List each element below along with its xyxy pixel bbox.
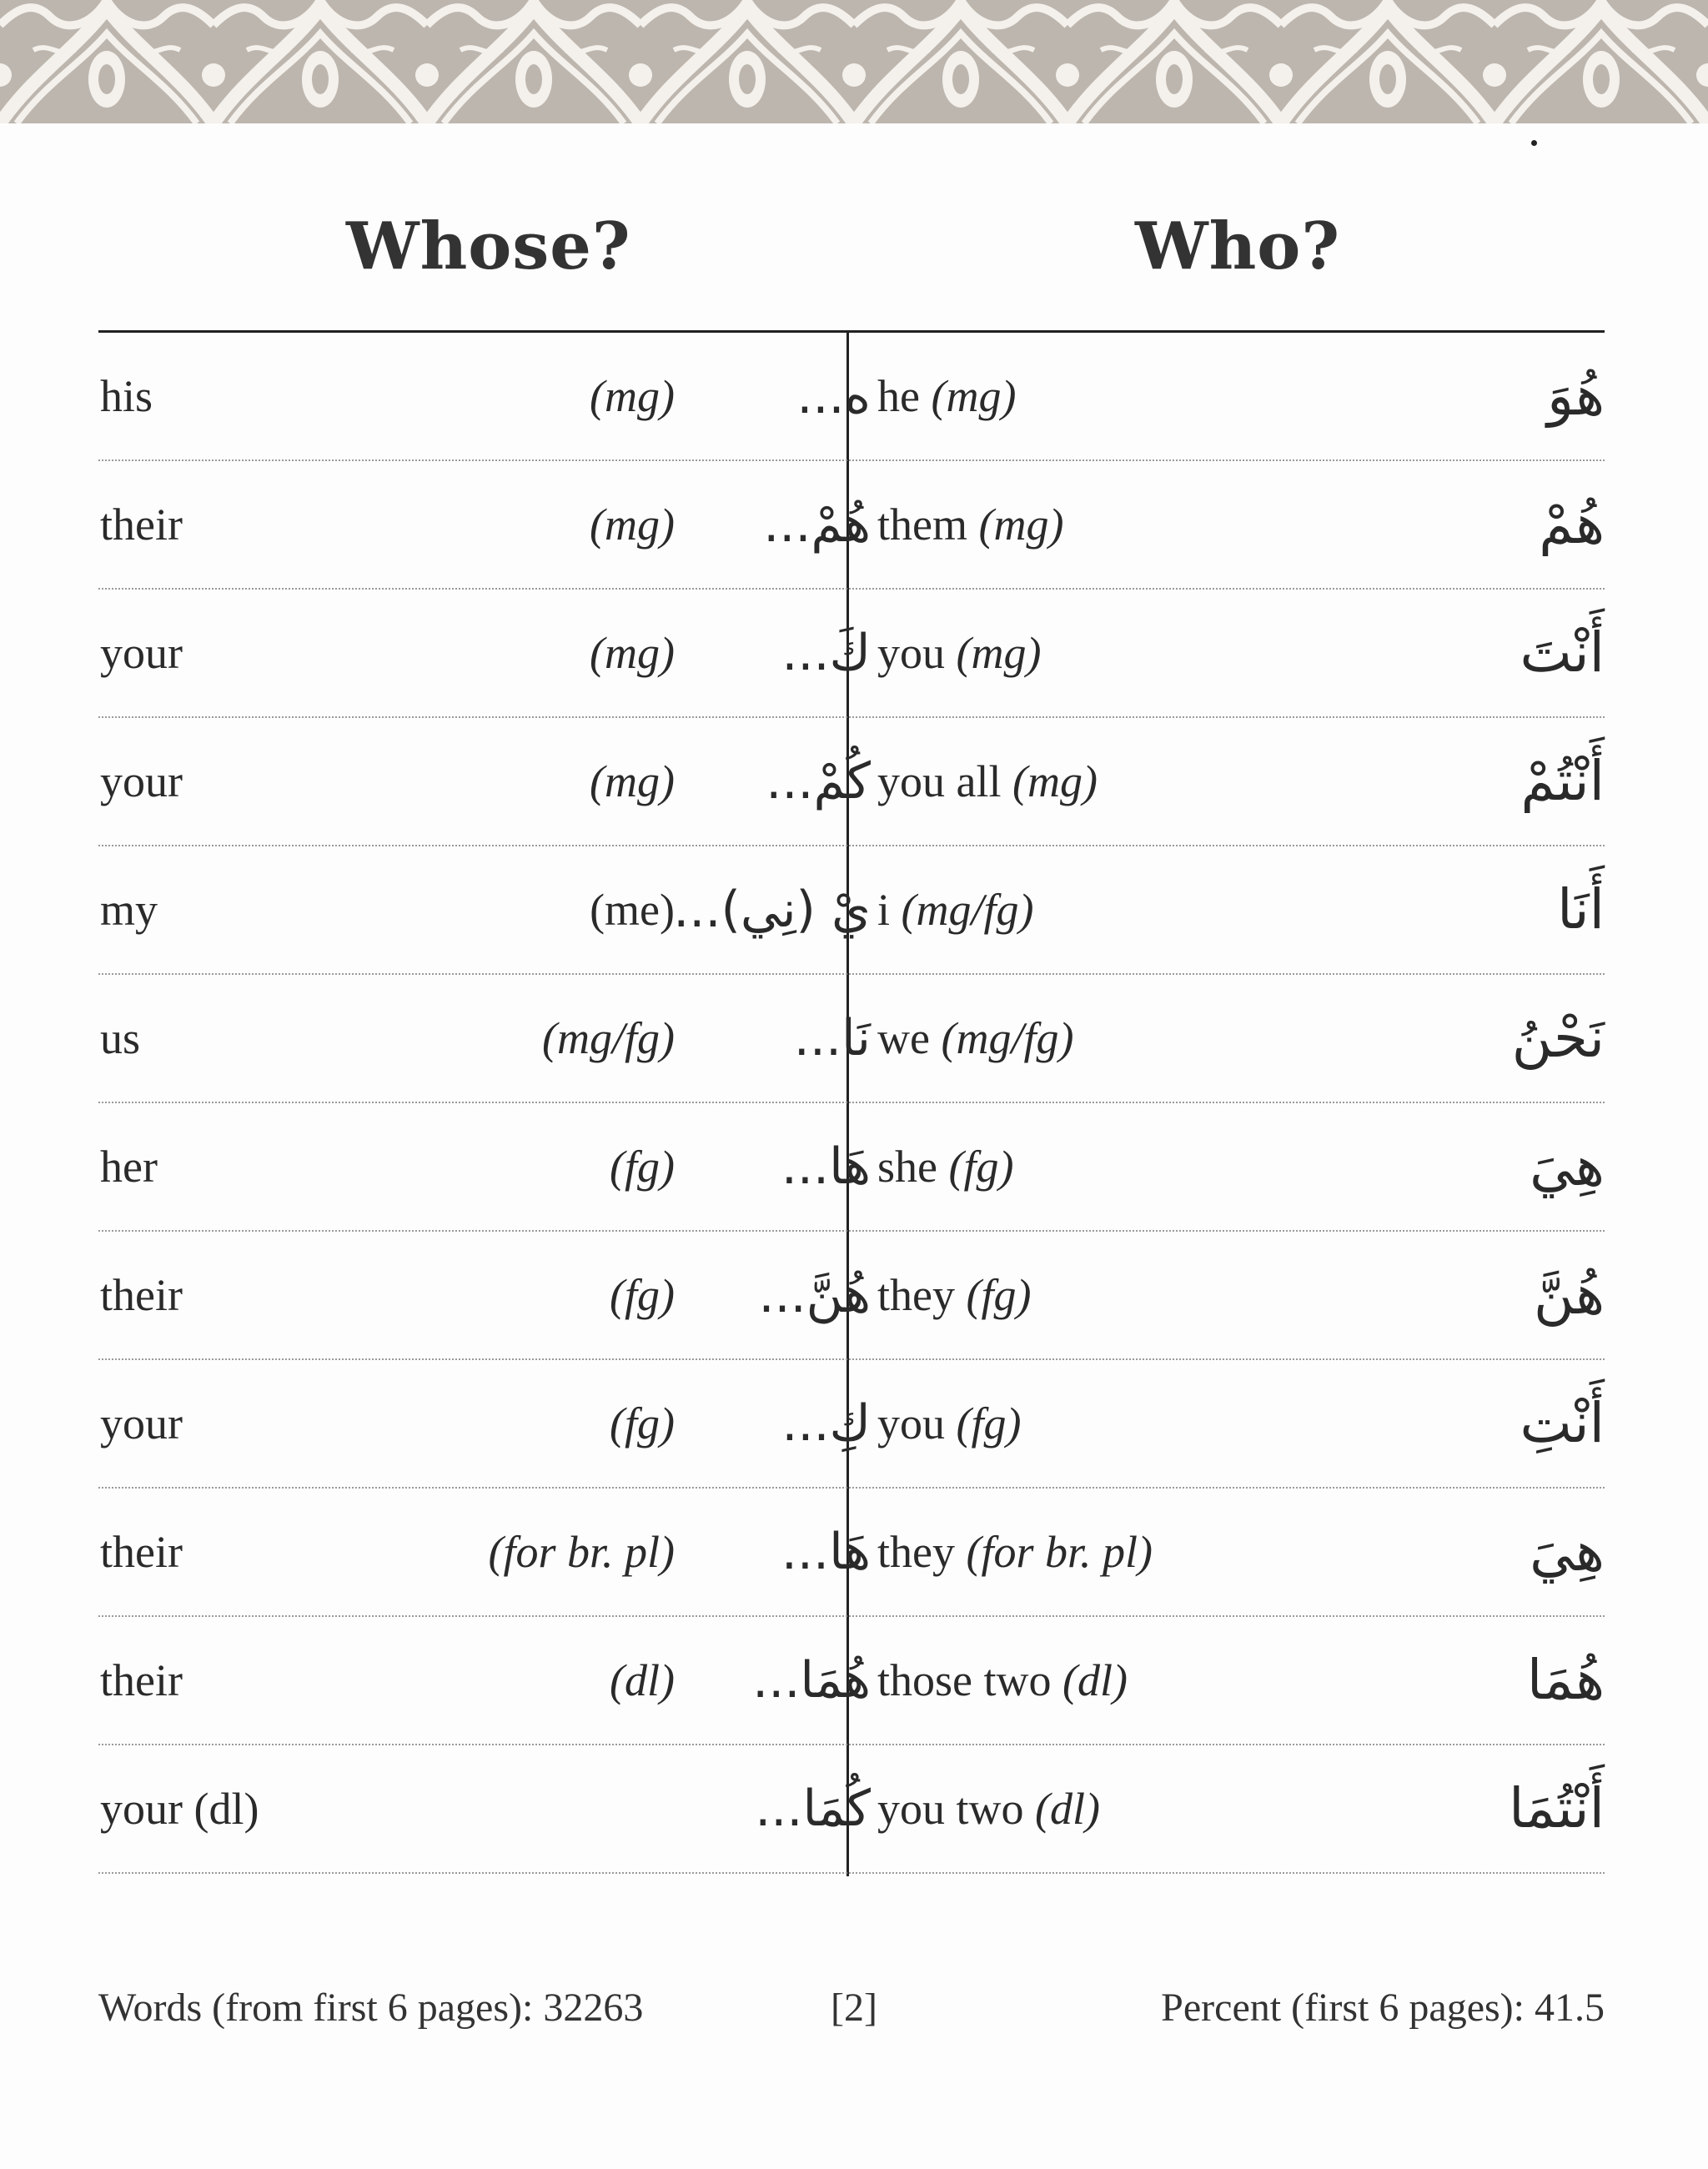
- arabic-suffix: ...يْ (نِي): [673, 881, 871, 939]
- arabic-suffix: ...هَا: [781, 1523, 871, 1581]
- arabic-suffix: ...نَا: [793, 1009, 871, 1067]
- pronoun-cell: [877, 1232, 1031, 1358]
- pronoun-cell: [877, 590, 1041, 716]
- possessive-grammar: (fg): [610, 1270, 675, 1320]
- arabic-pronoun: أَنْتَ: [1520, 620, 1605, 685]
- arabic-suffix: ...ه: [796, 367, 871, 425]
- pronoun-grammar: (mg): [978, 500, 1064, 550]
- stray-dot: [1531, 140, 1537, 146]
- pronoun-cell: [877, 461, 1063, 588]
- possessive-grammar: (fg): [610, 1142, 675, 1192]
- pronoun-cell: [877, 718, 1098, 845]
- possessive-word: your: [100, 628, 183, 678]
- table-row: [98, 1360, 1605, 1489]
- arabic-pronoun: هِيَ: [1530, 1134, 1605, 1198]
- ornamental-banner: [0, 0, 1708, 123]
- pronoun-grammar: (mg): [931, 371, 1017, 421]
- pronoun-word: he: [877, 371, 920, 421]
- arabic-suffix: ...كُمَا: [755, 1780, 871, 1838]
- table-row: [98, 718, 1605, 846]
- pronoun-grammar: (mg): [1012, 756, 1098, 806]
- pronoun-word: you: [877, 628, 945, 678]
- pronoun-cell: [877, 1745, 1100, 1872]
- pronoun-word: them: [877, 500, 967, 550]
- pronoun-grammar: (fg): [966, 1270, 1032, 1320]
- table-row: [98, 1103, 1605, 1232]
- word-count: Words (from first 6 pages): 32263: [98, 1986, 644, 2030]
- possessive-grammar: (for br. pl): [488, 1527, 675, 1577]
- arabic-pronoun: هُنَّ: [1533, 1263, 1605, 1327]
- heading-who: Who?: [1135, 208, 1341, 284]
- pronoun-grammar: (fg): [956, 1398, 1022, 1449]
- pronoun-word: we: [877, 1013, 930, 1063]
- pronoun-cell: [877, 333, 1016, 459]
- pronoun-word: those two: [877, 1655, 1052, 1705]
- arabic-suffix: ...كِ: [781, 1394, 871, 1453]
- arabic-suffix: ...هَا: [781, 1137, 871, 1196]
- possessive-word: his: [100, 371, 153, 421]
- arabic-suffix: ...هُمَا: [752, 1651, 871, 1710]
- possessive-word: my: [100, 885, 158, 935]
- table-row: [98, 846, 1605, 975]
- pronoun-word: they: [877, 1270, 955, 1320]
- table-headings: [98, 208, 1605, 309]
- pronoun-word: they: [877, 1527, 955, 1577]
- pronoun-table: [98, 333, 1605, 1874]
- pronoun-grammar: (dl): [1062, 1655, 1128, 1705]
- possessive-word: your: [100, 756, 183, 806]
- pronoun-grammar: (dl): [1035, 1784, 1100, 1834]
- arabic-suffix: ...هُمْ: [763, 495, 871, 554]
- pronoun-cell: [877, 1489, 1153, 1615]
- heading-whose: Whose?: [346, 208, 631, 284]
- arabic-pronoun: أَنْتِ: [1520, 1391, 1605, 1455]
- table-row: [98, 461, 1605, 590]
- arabic-pronoun: أَنْتُمَا: [1509, 1776, 1605, 1840]
- possessive-grammar: (mg): [590, 756, 675, 806]
- possessive-word: their: [100, 1655, 183, 1705]
- possessive-word: their: [100, 1270, 183, 1320]
- possessive-word: their: [100, 1527, 183, 1577]
- pronoun-cell: [877, 1360, 1021, 1487]
- pronoun-cell: [877, 1103, 1013, 1230]
- pronoun-cell: [877, 1617, 1128, 1744]
- arabic-pronoun: نَحْنُ: [1511, 1006, 1605, 1070]
- pronoun-word: you two: [877, 1784, 1024, 1834]
- table-row: [98, 1617, 1605, 1745]
- possessive-word: their: [100, 500, 183, 550]
- possessive-grammar: (mg/fg): [542, 1013, 675, 1063]
- possessive-grammar: (fg): [610, 1398, 675, 1449]
- possessive-word: us: [100, 1013, 141, 1063]
- pronoun-cell: [877, 846, 1033, 973]
- possessive-grammar: (mg): [590, 500, 675, 550]
- arabic-pronoun: هُمْ: [1539, 492, 1605, 556]
- table-row: [98, 975, 1605, 1103]
- pronoun-word: i: [877, 885, 891, 935]
- pronoun-word: she: [877, 1142, 937, 1192]
- table-row: [98, 1745, 1605, 1874]
- pronoun-cell: [877, 975, 1073, 1102]
- arabic-pronoun: أَنْتُمْ: [1520, 749, 1605, 813]
- possessive-word: your (dl): [100, 1784, 259, 1834]
- pronoun-grammar: (mg/fg): [941, 1013, 1074, 1063]
- percent-readout: Percent (first 6 pages): 41.5: [1161, 1986, 1605, 2030]
- pronoun-grammar: (fg): [948, 1142, 1014, 1192]
- possessive-word: your: [100, 1398, 183, 1449]
- possessive-grammar: (mg): [590, 371, 675, 421]
- arabic-suffix: ...كَ: [781, 624, 871, 682]
- table-row: [98, 1489, 1605, 1617]
- arabic-pronoun: هِيَ: [1530, 1519, 1605, 1584]
- table-row: [98, 1232, 1605, 1360]
- possessive-grammar: (mg): [590, 628, 675, 678]
- arabic-pronoun: هُمَا: [1526, 1648, 1605, 1712]
- arabic-pronoun: أَنَا: [1557, 877, 1605, 941]
- possessive-grammar: (me): [590, 885, 675, 935]
- arabic-suffix: ...كُمْ: [766, 752, 871, 811]
- table-row: [98, 590, 1605, 718]
- page-footer: [98, 1985, 1605, 2043]
- page-number: [2]: [831, 1986, 877, 2030]
- possessive-word: her: [100, 1142, 158, 1192]
- pronoun-grammar: (mg): [956, 628, 1042, 678]
- possessive-grammar: (dl): [610, 1655, 675, 1705]
- arabic-suffix: ...هُنَّ: [758, 1266, 871, 1324]
- arabic-pronoun: هُوَ: [1547, 364, 1605, 428]
- pronoun-grammar: (mg/fg): [901, 885, 1034, 935]
- pronoun-word: you: [877, 1398, 945, 1449]
- table-row: [98, 333, 1605, 461]
- pronoun-word: you all: [877, 756, 1002, 806]
- pronoun-grammar: (for br. pl): [966, 1527, 1153, 1577]
